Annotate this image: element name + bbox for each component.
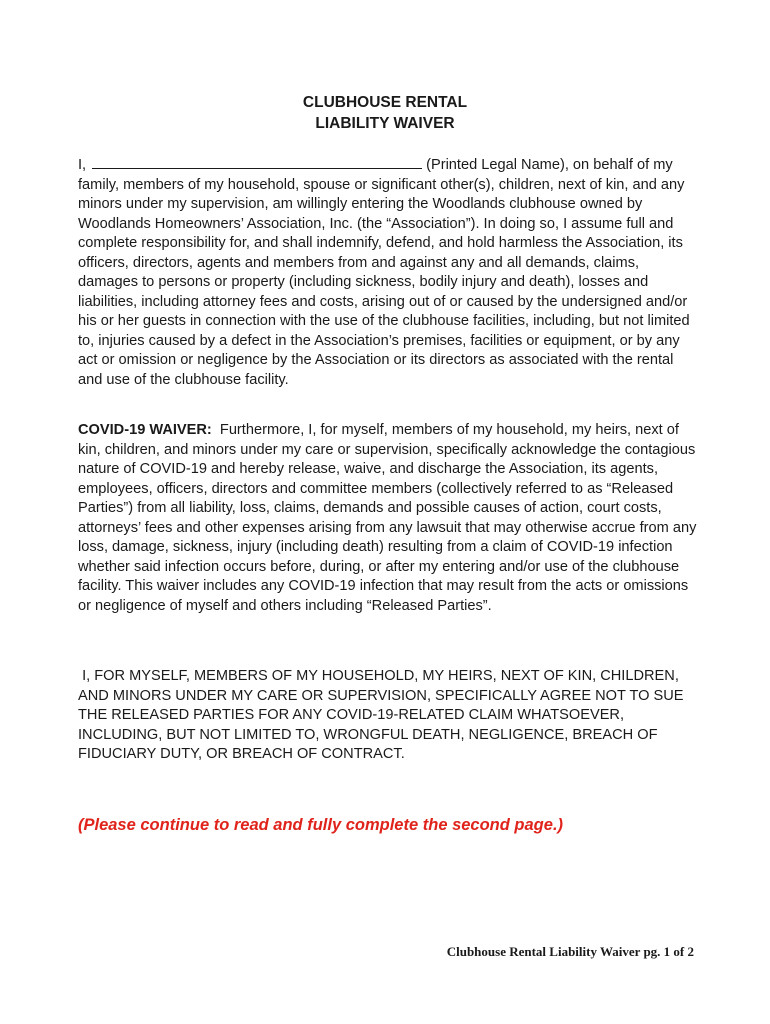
indemnity-paragraph: [78, 154, 698, 390]
agreement-paragraph: [78, 667, 698, 765]
agreement-text: I, FOR MYSELF, MEMBERS OF MY HOUSEHOLD, MY HEIRS, NEXT OF KIN, CHILDREN, AND MINORS UNDER MY CARE OR SUPERVISION, SPECIFICALLY AGREE NOT TO SUE THE RELEASED PARTIES FOR ANY COVID-19-RELATED CLAIM WHATSOEVER, INCLUDING, BUT NOT LIMITED TO, WRONGFUL DEATH, NEGLIGENCE, BREACH OF FIDUCIARY DUTY, OR BREACH OF CONTRACT.: [78, 668, 684, 762]
title-line-1: CLUBHOUSE RENTAL: [302, 94, 468, 111]
covid-waiver-paragraph: [78, 421, 698, 616]
para1-prefix: I,: [78, 157, 87, 173]
title-line-2: LIABILITY WAIVER: [315, 115, 455, 132]
document-title: [0, 92, 770, 134]
covid-waiver-heading: COVID-19 WAIVER:: [78, 422, 212, 438]
printed-name-field[interactable]: [92, 154, 422, 169]
continue-notice: (Please continue to read and fully complete the second page.): [78, 816, 564, 834]
para1-text: (Printed Legal Name), on behalf of my family, members of my household, spouse or significant other(s), children, next of kin, and any minors under my supervision, am willingly entering the Woodlands clubhouse owned by Woodlands Homeowners’ Association, Inc. (the “Association”). In doing so, I assume full and complete responsibility for, and shall indemnify, defend, and hold harmless the Association, its officers, directors, agents and members from and against any and all demands, claims, damages to persons or property (including sickness, bodily injury and death), losses and liabilities, including attorney fees and costs, arising out of or caused by the undersigned and/or his or her guests in connection with the use of the clubhouse facilities, including, but not limited to, injuries caused by a defect in the Association’s premises, facilities or equipment, or by any act or omission or negligence by the Association or its directors as associated with the rental and use of the clubhouse facility.: [78, 157, 690, 388]
covid-waiver-text: Furthermore, I, for myself, members of my household, my heirs, next of kin, children, and minors under my care or supervision, specifically acknowledge the contagious nature of COVID-19 and hereby release, waive, and discharge the Association, its agents, employees, officers, directors and committee members (collectively referred to as “Released Parties”) from all liability, loss, claims, demands and possible causes of action, court costs, attorneys’ fees and other expenses arising from any lawsuit that may otherwise accrue from any loss, damage, sickness, injury (including death) resulting from a claim of COVID-19 infection whether said infection occurs before, during, or after my entering and/or use of the clubhouse facility. This waiver includes any COVID-19 infection that may result from the acts or omissions or negligence of myself and others including “Released Parties”.: [78, 422, 697, 614]
page-footer: Clubhouse Rental Liability Waiver pg. 1 of 2: [446, 944, 694, 959]
